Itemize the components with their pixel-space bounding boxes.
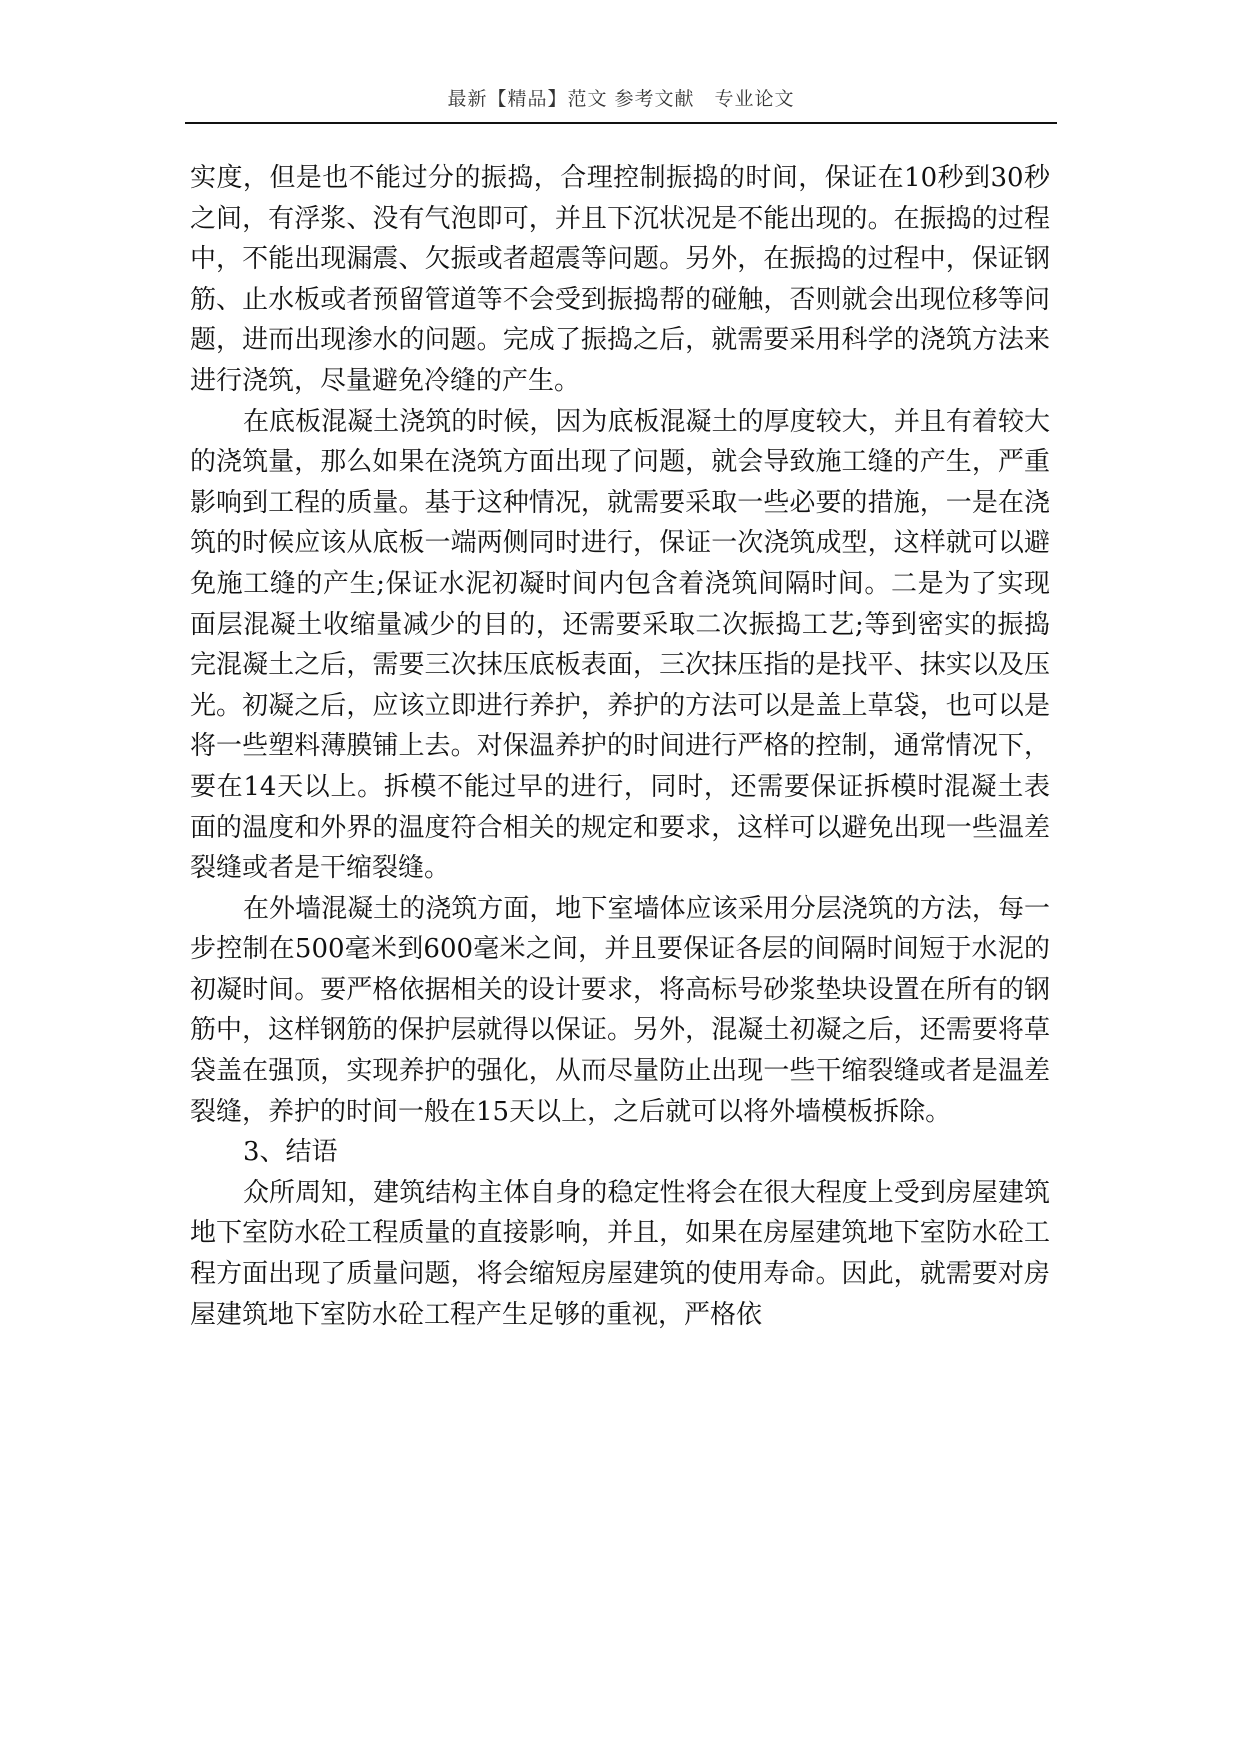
paragraph-exterior-wall-pouring: 在外墙混凝土的浇筑方面，地下室墙体应该采用分层浇筑的方法，每一步控制在500毫米到600毫米之间，并且要保证各层的间隔时间短于水泥的初凝时间。要严格依据相关的设计要求，将高标号砂浆垫块设置在所有的钢筋中，这样钢筋的保护层就得以保证。另外，混凝土初凝之后，还需要将草袋盖在强顶，实现养护的强化，从而尽量防止出现一些干缩裂缝或者是温差裂缝，养护的时间一般在15天以上，之后就可以将外墙模板拆除。 xyxy=(190,893,1050,1127)
document-body xyxy=(190,158,1050,1335)
page-header: 最新【精品】范文 参考文献 专业论文 xyxy=(185,84,1057,124)
paragraph-conclusion: 众所周知，建筑结构主体自身的稳定性将会在很大程度上受到房屋建筑地下室防水砼工程质量的直接影响，并且，如果在房屋建筑地下室防水砼工程方面出现了质量问题，将会缩短房屋建筑的使用寿命。因此，就需要对房屋建筑地下室防水砼工程产生足够的重视，严格依 xyxy=(190,1177,1050,1330)
paragraph-vibration-continued: 实度，但是也不能过分的振捣，合理控制振捣的时间，保证在10秒到30秒之间，有浮浆、没有气泡即可，并且下沉状况是不能出现的。在振捣的过程中，不能出现漏震、欠振或者超震等问题。另外，在振捣的过程中，保证钢筋、止水板或者预留管道等不会受到振捣帮的碰触，否则就会出现位移等问题，进而出现渗水的问题。完成了振捣之后，就需要采用科学的浇筑方法来进行浇筑，尽量避免冷缝的产生。 xyxy=(190,163,1050,396)
section-heading-conclusion: 3、结语 xyxy=(243,1137,338,1168)
paragraph-floor-slab-pouring: 在底板混凝土浇筑的时候，因为底板混凝土的厚度较大，并且有着较大的浇筑量，那么如果在浇筑方面出现了问题，就会导致施工缝的产生，严重影响到工程的质量。基于这种情况，就需要采取一些必要的措施，一是在浇筑的时候应该从底板一端两侧同时进行，保证一次浇筑成型，这样就可以避免施工缝的产生;保证水泥初凝时间内包含着浇筑间隔时间。二是为了实现面层混凝土收缩量减少的目的，还需要采取二次振捣工艺;等到密实的振捣完混凝土之后，需要三次抹压底板表面，三次抹压指的是找平、抹实以及压光。初凝之后，应该立即进行养护，养护的方法可以是盖上草袋，也可以是将一些塑料薄膜铺上去。对保温养护的时间进行严格的控制，通常情况下，要在14天以上。拆模不能过早的进行，同时，还需要保证拆模时混凝土表面的温度和外界的温度符合相关的规定和要求，这样可以避免出现一些温差裂缝或者是干缩裂缝。 xyxy=(190,406,1050,884)
